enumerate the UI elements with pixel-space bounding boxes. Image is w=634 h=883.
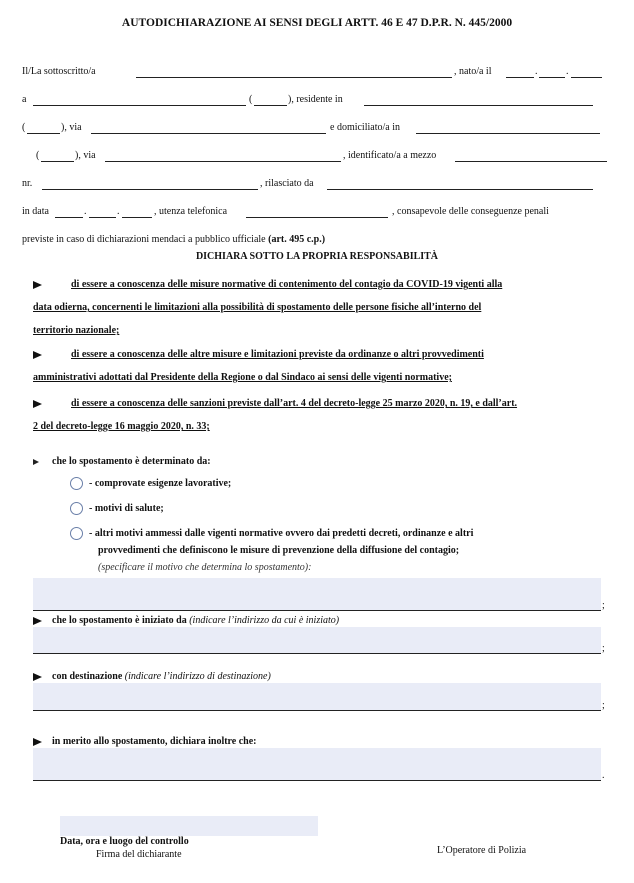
operatore-polizia-label: L’Operatore di Polizia [437, 845, 527, 856]
declaration-3-line-2: 2 del decreto-legge 16 maggio 2020, n. 33; [33, 421, 210, 432]
residente-label: ), residente in [288, 94, 343, 105]
partenza-underline [33, 653, 601, 654]
iniziato-hint: (indicare l’indirizzo da cui è iniziato) [189, 615, 340, 626]
nome-field[interactable] [136, 77, 452, 78]
data-ora-luogo-label: Data, ora e luogo del controllo [60, 836, 189, 847]
nr-label: nr. [22, 178, 33, 189]
via-domicilio-field[interactable] [105, 161, 341, 162]
arrow-bullet-icon [33, 459, 39, 465]
via-residenza-field[interactable] [91, 133, 326, 134]
arrow-bullet-icon [33, 281, 42, 289]
declaration-1-line-2: data odierna, concernenti le limitazioni alla possibilità di spostamento delle persone fisiche all’interno del [33, 302, 482, 313]
document-title: AUTODICHIARAZIONE AI SENSI DEGLI ARTT. 46 E 47 D.P.R. N. 445/2000 [121, 17, 513, 29]
nascita-mese-field[interactable] [539, 77, 565, 78]
telefono-field[interactable] [246, 217, 388, 218]
firma-dichiarante-label: Firma del dichiarante [96, 849, 182, 860]
nascita-anno-field[interactable] [571, 77, 602, 78]
rilascio-mese-field[interactable] [89, 217, 116, 218]
declaration-1-line-3: territorio nazionale; [33, 325, 120, 336]
data-ora-luogo-input[interactable] [60, 816, 318, 836]
via-label: ), via [75, 150, 96, 161]
spostamento-label: che lo spostamento è determinato da: [52, 456, 211, 467]
declaration-2-line-1: di essere a conoscenza delle altre misure e limitazioni previste da ordinanze o altri provvedimenti [71, 349, 484, 360]
destinazione-row [52, 671, 271, 683]
declaration-2-line-2: amministrativi adottati dal Presidente della Regione o dal Sindaco ai sensi delle vigenti normative; [33, 372, 452, 383]
dot-separator: . [117, 206, 120, 217]
motivo-input[interactable] [33, 578, 601, 610]
radio-lavoro-icon[interactable] [70, 477, 83, 490]
declaration-1-line-1: di essere a conoscenza delle misure normative di contenimento del contagio da COVID-19 vigenti alla [71, 279, 503, 290]
open-paren: ( [22, 122, 26, 133]
indirizzo-partenza-input[interactable] [33, 627, 601, 653]
arrow-bullet-icon [33, 673, 42, 681]
end-mark: ; [602, 700, 605, 711]
via-label: ), via [61, 122, 82, 133]
radio-salute-icon[interactable] [70, 502, 83, 515]
option-altri-label: - altri motivi ammessi dalle vigenti normative ovvero dai predetti decreti, ordinanze e altri [89, 528, 474, 539]
numero-documento-field[interactable] [42, 189, 258, 190]
domicilio-field[interactable] [416, 133, 600, 134]
iniziato-row [52, 615, 339, 627]
previste-text [22, 234, 325, 246]
domiciliato-label: e domiciliato/a in [330, 122, 400, 133]
indirizzo-destinazione-input[interactable] [33, 683, 601, 710]
destinazione-underline [33, 710, 601, 711]
luogo-nascita-field[interactable] [33, 105, 246, 106]
destinazione-hint: (indicare l’indirizzo di destinazione) [124, 671, 271, 682]
motivo-underline [33, 610, 601, 611]
arrow-bullet-icon [33, 738, 42, 746]
rilasciato-da-field[interactable] [327, 189, 593, 190]
rilascio-giorno-field[interactable] [55, 217, 83, 218]
declaration-3-line-1: di essere a conoscenza delle sanzioni previste dall’art. 4 del decreto-legge 25 marzo 2020, n. 19, e dall’art. [71, 398, 518, 409]
in-data-label: in data [22, 206, 49, 217]
iniziato-label: che lo spostamento è iniziato da [52, 615, 187, 626]
identificato-label: , identificato/a a mezzo [343, 150, 437, 161]
nato-label: , nato/a il [454, 66, 492, 77]
option-lavoro-label: - comprovate esigenze lavorative; [89, 478, 232, 489]
provincia-residenza-field[interactable] [27, 133, 60, 134]
end-mark: ; [602, 600, 605, 611]
dichiara-heading: DICHIARA SOTTO LA PROPRIA RESPONSABILITÀ [195, 251, 439, 262]
utenza-label: , utenza telefonica [154, 206, 228, 217]
previste-label: previste in caso di dichiarazioni mendaci a pubblico ufficiale [22, 234, 266, 245]
rilascio-anno-field[interactable] [122, 217, 152, 218]
documento-field[interactable] [455, 161, 607, 162]
art-label: (art. 495 c.p.) [268, 234, 326, 245]
dichiarazioni-underline [33, 780, 601, 781]
arrow-bullet-icon [33, 400, 42, 408]
dot-separator: . [84, 206, 87, 217]
radio-altri-motivi-icon[interactable] [70, 527, 83, 540]
provincia-domicilio-field[interactable] [41, 161, 74, 162]
option-altri-line-2: provvedimenti che definiscono le misure di prevenzione della diffusione del contagio; [98, 545, 460, 556]
residenza-field[interactable] [364, 105, 593, 106]
a-label: a [22, 94, 27, 105]
provincia-nascita-field[interactable] [254, 105, 287, 106]
arrow-bullet-icon [33, 351, 42, 359]
nascita-giorno-field[interactable] [506, 77, 534, 78]
sottoscritto-label: Il/La sottoscritto/a [22, 66, 96, 77]
dichiarazioni-input[interactable] [33, 748, 601, 780]
open-paren: ( [249, 94, 253, 105]
option-altri-hint: (specificare il motivo che determina lo spostamento): [98, 562, 312, 573]
consapevole-label: , consapevole delle conseguenze penali [392, 206, 549, 217]
dot-separator: . [535, 66, 538, 77]
dot-separator: . [566, 66, 569, 77]
end-mark: . [602, 770, 605, 781]
rilasciato-label: , rilasciato da [260, 178, 314, 189]
destinazione-label: con destinazione [52, 671, 123, 682]
open-paren: ( [36, 150, 40, 161]
inoltre-label: in merito allo spostamento, dichiara inoltre che: [52, 736, 257, 747]
option-salute-label: - motivi di salute; [89, 503, 164, 514]
end-mark: ; [602, 643, 605, 654]
arrow-bullet-icon [33, 617, 42, 625]
